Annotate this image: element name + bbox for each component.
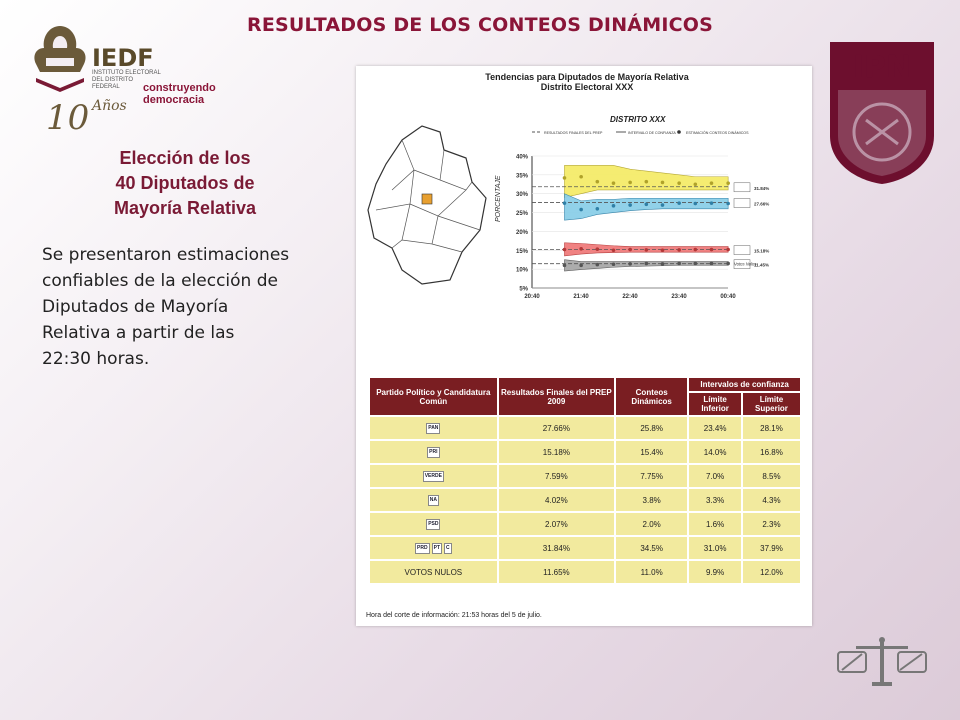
footnote: Hora del corte de información: 21:53 horas del 5 de julio.	[366, 612, 542, 619]
x-tick-label: 21:40	[573, 294, 589, 300]
estimate-point	[579, 264, 583, 268]
col-lower: Límite Inferior	[689, 393, 741, 415]
conteo-value: 34.5%	[616, 537, 687, 559]
estimate-point	[694, 182, 698, 186]
estimate-point	[645, 202, 649, 206]
ipn-name: IPN	[852, 50, 912, 85]
party-cell	[370, 465, 497, 487]
legend-label: INTERVALO DE CONFIANZA	[628, 131, 676, 135]
iedf-slogan-line-1: construyendo	[143, 82, 216, 94]
party-cell	[370, 537, 497, 559]
estimate-point	[710, 181, 714, 185]
table-row	[370, 417, 800, 439]
upper-limit-value: 2.3%	[743, 513, 800, 535]
prep-value: 15.18%	[499, 441, 614, 463]
panel-label: DISTRITO XXX	[610, 115, 666, 124]
table-row	[370, 537, 800, 559]
lower-limit-value: 9.9%	[689, 561, 741, 583]
results-table-wrap	[368, 376, 802, 585]
party-cell	[370, 489, 497, 511]
estimate-point	[612, 248, 616, 252]
scales-icon	[836, 636, 928, 688]
y-tick-label: 35%	[515, 173, 528, 180]
estimate-point	[726, 181, 730, 185]
confidence-band-1	[564, 194, 728, 220]
election-subtitle	[70, 146, 300, 221]
estimate-point	[612, 181, 616, 185]
iedf-subtitle: INSTITUTO ELECTORAL DEL DISTRITO FEDERAL	[92, 70, 161, 90]
party-label: VOTOS NULOS	[404, 567, 463, 577]
description-line-3: Diputados de Mayoría	[42, 297, 229, 317]
estimate-point	[677, 181, 681, 185]
chart-subtitle: Distrito Electoral XXX	[540, 82, 634, 92]
estimate-point	[694, 202, 698, 206]
subtitle-line-3: Mayoría Relativa	[113, 198, 257, 218]
estimate-point	[579, 175, 583, 179]
estimate-point	[726, 202, 730, 206]
results-table	[368, 376, 802, 585]
estimate-point	[677, 248, 681, 252]
prep-value: 31.84%	[499, 537, 614, 559]
iedf-emblem-icon	[30, 22, 90, 92]
prep-value: 11.65%	[499, 561, 614, 583]
col-conteo: Conteos Dinámicos	[616, 378, 687, 415]
series-party-badge	[734, 199, 750, 208]
estimate-point	[710, 201, 714, 205]
estimate-point	[563, 201, 567, 205]
estimate-point	[596, 180, 600, 184]
description-line-5: 22:30 horas.	[42, 349, 150, 369]
y-tick-label: 25%	[515, 211, 528, 218]
series-party-badge	[734, 246, 750, 255]
estimate-point	[677, 201, 681, 205]
conteo-value: 15.4%	[616, 441, 687, 463]
upper-limit-value: 4.3%	[743, 489, 800, 511]
x-tick-label: 20:40	[524, 294, 540, 300]
party-cell	[370, 417, 497, 439]
upper-limit-value: 8.5%	[743, 465, 800, 487]
party-logo-icon: VERDE	[423, 471, 444, 482]
estimate-point	[628, 262, 632, 266]
ipn-logo	[826, 40, 938, 186]
conteo-value: 2.0%	[616, 513, 687, 535]
table-row	[370, 489, 800, 511]
upper-limit-value: 28.1%	[743, 417, 800, 439]
upper-limit-value: 12.0%	[743, 561, 800, 583]
upper-limit-value: 16.8%	[743, 441, 800, 463]
y-axis-label: PORCENTAJE	[495, 175, 502, 222]
estimate-point	[628, 181, 632, 185]
series-party-badge	[734, 183, 750, 192]
y-tick-label: 40%	[515, 154, 528, 161]
estimate-point	[726, 262, 730, 266]
estimate-point	[596, 247, 600, 251]
upper-limit-value: 37.9%	[743, 537, 800, 559]
chart-legend	[532, 130, 749, 135]
slide-title: RESULTADOS DE LOS CONTEOS DINÁMICOS	[247, 14, 713, 36]
series-value-label: 27.66%	[754, 201, 770, 207]
prep-value: 7.59%	[499, 465, 614, 487]
estimate-point	[694, 262, 698, 266]
district-map	[362, 120, 492, 290]
conteo-value: 3.8%	[616, 489, 687, 511]
estimate-point	[677, 262, 681, 266]
estimate-point	[579, 208, 583, 212]
description-line-4: Relativa a partir de las	[42, 323, 235, 343]
series-value-label: 31.84%	[754, 185, 770, 191]
iedf-name: IEDF	[92, 44, 154, 72]
series-value-label: 11.45%	[754, 262, 770, 268]
description-line-2: confiables de la elección de	[42, 271, 278, 291]
y-tick-label: 15%	[515, 248, 528, 255]
party-logo-icon: PRI	[427, 447, 439, 458]
estimate-point	[596, 263, 600, 267]
y-tick-label: 20%	[515, 229, 528, 236]
party-logo-icon: C	[444, 543, 452, 554]
estimate-point	[612, 204, 616, 208]
table-row	[370, 561, 800, 583]
prep-value: 27.66%	[499, 417, 614, 439]
conteo-value: 25.8%	[616, 417, 687, 439]
series-labels	[734, 183, 769, 269]
legend-estimate-swatch	[677, 130, 681, 134]
description-text	[42, 242, 352, 372]
prep-value: 2.07%	[499, 513, 614, 535]
conteo-value: 11.0%	[616, 561, 687, 583]
y-tick-label: 10%	[515, 267, 528, 274]
party-logo-icon: PSD	[426, 519, 440, 530]
party-cell	[370, 561, 497, 583]
conteo-value: 7.75%	[616, 465, 687, 487]
estimate-point	[645, 248, 649, 252]
estimate-point	[563, 176, 567, 180]
x-tick-label: 23:40	[671, 294, 687, 300]
table-row	[370, 513, 800, 535]
iedf-logo	[30, 18, 230, 138]
x-tick-label: 00:40	[720, 294, 736, 300]
legend-label: ESTIMACIÓN CONTEOS DINÁMICOS	[686, 131, 749, 135]
description-line-1: Se presentaron estimaciones	[42, 245, 290, 265]
x-tick-label: 22:40	[622, 294, 638, 300]
party-logo-icon: PRD	[415, 543, 430, 554]
estimate-point	[596, 207, 600, 211]
estimate-point	[661, 181, 665, 185]
estimate-point	[628, 203, 632, 207]
trend-chart	[490, 112, 790, 302]
subtitle-line-1: Elección de los	[119, 148, 251, 168]
estimate-point	[661, 203, 665, 207]
col-group-intervals: Intervalos de confianza	[689, 378, 800, 391]
estimate-point	[694, 248, 698, 252]
estimate-point	[726, 248, 730, 252]
y-tick-label: 30%	[515, 192, 528, 199]
table-row	[370, 441, 800, 463]
estimate-point	[628, 248, 632, 252]
estimate-point	[710, 262, 714, 266]
chart-title: Tendencias para Diputados de Mayoría Relativa	[485, 72, 689, 82]
iedf-years: 10	[46, 98, 90, 138]
party-logo-icon: PAN	[426, 423, 440, 434]
y-tick-label: 5%	[519, 286, 528, 293]
estimate-point	[563, 248, 567, 252]
col-upper: Límite Superior	[743, 393, 800, 415]
estimate-point	[645, 180, 649, 184]
party-logo-icon: PT	[432, 543, 442, 554]
estimate-point	[710, 248, 714, 252]
estimate-point	[579, 247, 583, 251]
lower-limit-value: 3.3%	[689, 489, 741, 511]
iedf-slogan-line-2: democracia	[143, 94, 205, 106]
col-party: Partido Político y Candidatura Común	[370, 378, 497, 415]
prep-value: 4.02%	[499, 489, 614, 511]
col-prep: Resultados Finales del PREP 2009	[499, 378, 614, 415]
estimate-point	[563, 264, 567, 268]
estimate-point	[612, 262, 616, 266]
iedf-years-word: Años	[92, 98, 127, 114]
lower-limit-value: 7.0%	[689, 465, 741, 487]
party-logo-icon: NA	[428, 495, 439, 506]
lower-limit-value: 23.4%	[689, 417, 741, 439]
subtitle-line-2: 40 Diputados de	[115, 173, 255, 193]
party-cell	[370, 441, 497, 463]
lower-limit-value: 14.0%	[689, 441, 741, 463]
legend-label: RESULTADOS FINALES DEL PREP	[544, 131, 603, 135]
lower-limit-value: 1.6%	[689, 513, 741, 535]
estimate-point	[645, 262, 649, 266]
table-row	[370, 465, 800, 487]
iedf-slogan	[143, 82, 223, 106]
series-value-label: 15.18%	[754, 248, 770, 254]
results-figure	[356, 66, 812, 626]
chart-title-block	[452, 72, 722, 92]
estimate-point	[661, 248, 665, 252]
estimate-point	[661, 262, 665, 266]
party-cell	[370, 513, 497, 535]
lower-limit-value: 31.0%	[689, 537, 741, 559]
votos-nulos-label: Votos Nulos	[734, 261, 757, 267]
district-highlight	[422, 194, 432, 204]
